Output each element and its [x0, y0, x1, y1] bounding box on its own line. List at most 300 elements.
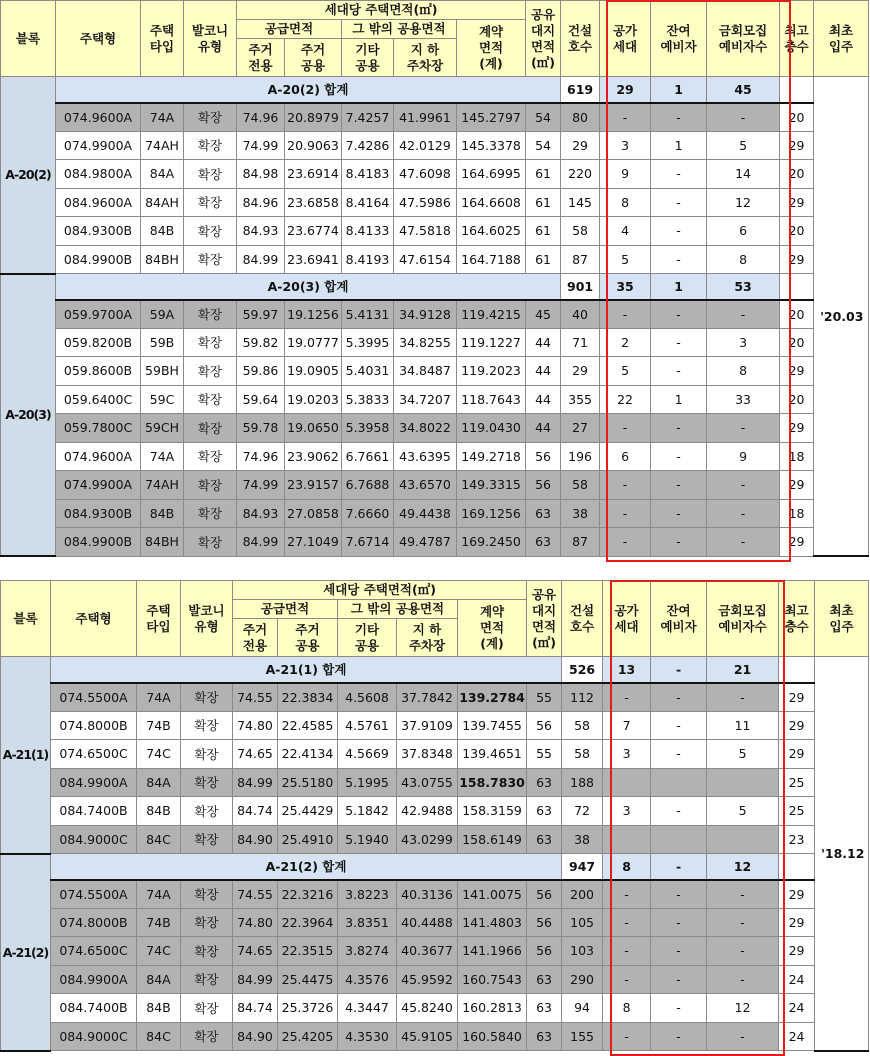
recruit-count: 8	[707, 357, 780, 386]
header-housing-subtype: 주택 타입	[141, 1, 184, 77]
max-floor: 29	[779, 908, 815, 937]
remaining-count: -	[651, 1022, 707, 1051]
exclusive-area: 84.99	[233, 768, 278, 797]
header-vacant: 공가 세대	[600, 1, 651, 77]
summary-units: 526	[562, 657, 603, 683]
exclusive-area: 74.96	[237, 103, 285, 132]
housing-code: 084.9300B	[56, 217, 141, 246]
vacant-count: -	[603, 880, 651, 909]
max-floor: 20	[780, 160, 814, 189]
exclusive-area: 84.93	[237, 499, 285, 528]
remaining-count: -	[651, 528, 707, 557]
parking-area: 42.0129	[394, 131, 457, 160]
vacant-count: -	[600, 414, 651, 443]
max-floor: 20	[780, 217, 814, 246]
land-area: 56	[527, 908, 562, 937]
balcony-type: 확장	[184, 245, 237, 274]
housing-code: 074.5500A	[51, 880, 137, 909]
table-row	[1, 160, 869, 189]
contract-area: 145.3378	[457, 131, 526, 160]
max-floor: 29	[779, 880, 815, 909]
contract-area: 158.3159	[458, 797, 527, 826]
exclusive-area: 84.98	[237, 160, 285, 189]
header-units: 건설 호수	[561, 1, 600, 77]
housing-code: 074.8000B	[51, 908, 137, 937]
exclusive-area: 84.99	[237, 245, 285, 274]
housing-code: 059.7800C	[56, 414, 141, 443]
etc-common-area: 8.4183	[342, 160, 394, 189]
land-area: 63	[526, 528, 561, 557]
table-row	[1, 245, 869, 274]
housing-code: 084.9800A	[56, 160, 141, 189]
summary-remaining: 1	[651, 77, 707, 103]
housing-type: 74AH	[141, 131, 184, 160]
housing-code: 074.6500C	[51, 740, 137, 769]
header-etc: 기타 공용	[338, 619, 397, 657]
housing-type: 74C	[137, 740, 181, 769]
parking-area: 37.8348	[397, 740, 458, 769]
recruit-count: 12	[707, 994, 779, 1023]
remaining-count: -	[651, 994, 707, 1023]
balcony-type: 확장	[181, 683, 233, 712]
table-row	[1, 937, 869, 966]
block-summary-row	[1, 77, 869, 103]
block-summary-label: A-21(1) 합계	[51, 657, 562, 683]
vacant-count: -	[600, 471, 651, 500]
remaining-count: -	[651, 442, 707, 471]
parking-area: 42.9488	[397, 797, 458, 826]
common-area: 19.0777	[285, 328, 342, 357]
parking-area: 41.9961	[394, 103, 457, 132]
etc-common-area: 4.3447	[338, 994, 397, 1023]
etc-common-area: 7.4257	[342, 103, 394, 132]
exclusive-area: 84.90	[233, 825, 278, 854]
recruit-count: 14	[707, 160, 780, 189]
contract-area: 141.4803	[458, 908, 527, 937]
remaining-count: -	[651, 357, 707, 386]
block-label: A-20(3)	[1, 274, 56, 557]
recruit-count: 5	[707, 131, 780, 160]
vacant-count: -	[603, 965, 651, 994]
common-area: 22.4585	[278, 711, 338, 740]
parking-area: 40.3136	[397, 880, 458, 909]
remaining-count: -	[651, 414, 707, 443]
table-row	[1, 797, 869, 826]
common-area: 23.6858	[285, 188, 342, 217]
land-area: 44	[526, 414, 561, 443]
land-area: 63	[527, 1022, 562, 1051]
vacant-count: 8	[603, 994, 651, 1023]
summary-remaining: 1	[651, 274, 707, 300]
table-1-header	[1, 1, 869, 77]
header-max-floor: 최고 층수	[780, 1, 814, 77]
land-area: 56	[526, 471, 561, 500]
housing-type: 74B	[137, 711, 181, 740]
unit-count: 58	[561, 217, 600, 246]
vacant-count: 2	[600, 328, 651, 357]
table-row	[1, 908, 869, 937]
remaining-count: -	[651, 217, 707, 246]
unit-count: 72	[562, 797, 603, 826]
header-first-intake: 최초 입주	[814, 1, 869, 77]
land-area: 61	[526, 188, 561, 217]
contract-area: 141.1966	[458, 937, 527, 966]
land-area: 54	[526, 131, 561, 160]
parking-area: 43.6570	[394, 471, 457, 500]
exclusive-area: 84.90	[233, 1022, 278, 1051]
first-intake-date: '18.12	[815, 657, 869, 1051]
header-area-group: 세대당 주택면적(㎡)	[237, 1, 526, 20]
header-balcony: 발코니 유형	[181, 581, 233, 657]
header-parking: 지 하 주차장	[397, 619, 458, 657]
etc-common-area: 7.4286	[342, 131, 394, 160]
remaining-count: 1	[651, 131, 707, 160]
summary-units: 901	[561, 274, 600, 300]
land-area: 63	[526, 499, 561, 528]
max-floor: 24	[779, 965, 815, 994]
housing-code: 059.8200B	[56, 328, 141, 357]
table-row	[1, 442, 869, 471]
balcony-type: 확장	[184, 131, 237, 160]
exclusive-area: 84.74	[233, 994, 278, 1023]
unit-count: 38	[562, 825, 603, 854]
housing-type: 84BH	[141, 528, 184, 557]
housing-code: 084.9600A	[56, 188, 141, 217]
housing-code: 084.9000C	[51, 1022, 137, 1051]
housing-code: 074.9900A	[56, 131, 141, 160]
unit-count: 105	[562, 908, 603, 937]
housing-type: 74B	[137, 908, 181, 937]
summary-vacant: 13	[603, 657, 651, 683]
max-floor: 24	[779, 994, 815, 1023]
table-row	[1, 528, 869, 557]
remaining-count: -	[651, 880, 707, 909]
housing-code: 059.6400C	[56, 385, 141, 414]
table-1-body	[1, 77, 869, 557]
balcony-type: 확장	[181, 1022, 233, 1051]
max-floor: 29	[779, 937, 815, 966]
land-area: 63	[527, 965, 562, 994]
header-max-floor: 최고 층수	[779, 581, 815, 657]
unit-count: 87	[561, 528, 600, 557]
common-area: 19.0203	[285, 385, 342, 414]
recruit-count: 8	[707, 245, 780, 274]
contract-area: 139.2784	[458, 683, 527, 712]
etc-common-area: 8.4164	[342, 188, 394, 217]
header-remaining: 잔여 예비자	[651, 1, 707, 77]
header-housing-type: 주택형	[51, 581, 137, 657]
common-area: 22.3216	[278, 880, 338, 909]
land-area: 55	[527, 740, 562, 769]
housing-code: 074.6500C	[51, 937, 137, 966]
etc-common-area: 3.8223	[338, 880, 397, 909]
balcony-type: 확장	[184, 385, 237, 414]
housing-type: 74A	[141, 103, 184, 132]
summary-remaining: -	[651, 657, 707, 683]
etc-common-area: 6.7688	[342, 471, 394, 500]
balcony-type: 확장	[184, 471, 237, 500]
vacant-count: -	[603, 683, 651, 712]
housing-type: 84BH	[141, 245, 184, 274]
summary-recruit: 45	[707, 77, 780, 103]
table-row	[1, 357, 869, 386]
remaining-count: -	[651, 328, 707, 357]
etc-common-area: 3.8274	[338, 937, 397, 966]
unit-count: 220	[561, 160, 600, 189]
land-area: 44	[526, 357, 561, 386]
vacant-count: -	[600, 499, 651, 528]
exclusive-area: 74.55	[233, 880, 278, 909]
remaining-count: -	[651, 471, 707, 500]
common-area: 23.9157	[285, 471, 342, 500]
max-floor: 29	[780, 471, 814, 500]
housing-type: 74A	[137, 683, 181, 712]
max-floor: 20	[780, 103, 814, 132]
vacant-count: -	[603, 908, 651, 937]
header-common: 주거 공용	[278, 619, 338, 657]
vacant-count	[603, 768, 651, 797]
header-contract-area: 계약 면적 (계)	[458, 600, 527, 657]
contract-area: 141.0075	[458, 880, 527, 909]
block-summary-label: A-21(2) 합계	[51, 854, 562, 880]
exclusive-area: 74.55	[233, 683, 278, 712]
remaining-count	[651, 825, 707, 854]
land-area: 56	[527, 880, 562, 909]
remaining-count: -	[651, 711, 707, 740]
remaining-count: -	[651, 300, 707, 329]
unit-count: 38	[561, 499, 600, 528]
exclusive-area: 74.96	[237, 442, 285, 471]
balcony-type: 확장	[181, 825, 233, 854]
housing-code: 074.9600A	[56, 103, 141, 132]
recruit-count: 9	[707, 442, 780, 471]
unit-count: 71	[561, 328, 600, 357]
housing-table-2	[0, 580, 870, 1052]
land-area: 63	[527, 825, 562, 854]
recruit-count: -	[707, 414, 780, 443]
housing-type: 84B	[141, 217, 184, 246]
header-first-intake: 최초 입주	[815, 581, 869, 657]
table-row	[1, 300, 869, 329]
block-label: A-20(2)	[1, 77, 56, 274]
recruit-count: 5	[707, 797, 779, 826]
parking-area: 47.6154	[394, 245, 457, 274]
header-exclusive: 주거 전용	[237, 39, 285, 77]
exclusive-area: 59.86	[237, 357, 285, 386]
first-intake-date: '20.03	[814, 77, 869, 557]
vacant-count: 5	[600, 357, 651, 386]
exclusive-area: 84.99	[233, 965, 278, 994]
block-summary-row	[1, 274, 869, 300]
recruit-count: -	[707, 937, 779, 966]
contract-area: 164.6995	[457, 160, 526, 189]
common-area: 22.3515	[278, 937, 338, 966]
exclusive-area: 74.65	[233, 937, 278, 966]
unit-count: 27	[561, 414, 600, 443]
exclusive-area: 74.80	[233, 908, 278, 937]
max-floor: 29	[780, 357, 814, 386]
header-other-common: 그 밖의 공용면적	[342, 20, 457, 39]
unit-count: 58	[562, 740, 603, 769]
etc-common-area: 4.3576	[338, 965, 397, 994]
contract-area: 149.2718	[457, 442, 526, 471]
summary-floor-empty	[780, 77, 814, 103]
contract-area: 149.3315	[457, 471, 526, 500]
common-area: 25.5180	[278, 768, 338, 797]
contract-area: 169.1256	[457, 499, 526, 528]
parking-area: 34.8255	[394, 328, 457, 357]
recruit-count: 5	[707, 740, 779, 769]
balcony-type: 확장	[184, 528, 237, 557]
remaining-count: 1	[651, 385, 707, 414]
common-area: 25.4910	[278, 825, 338, 854]
balcony-type: 확장	[181, 880, 233, 909]
parking-area: 34.7207	[394, 385, 457, 414]
header-block: 블록	[1, 581, 51, 657]
vacant-count: -	[600, 103, 651, 132]
recruit-count: -	[707, 471, 780, 500]
remaining-count: -	[651, 499, 707, 528]
parking-area: 43.6395	[394, 442, 457, 471]
remaining-count: -	[651, 188, 707, 217]
exclusive-area: 59.82	[237, 328, 285, 357]
recruit-count	[707, 825, 779, 854]
balcony-type: 확장	[181, 711, 233, 740]
parking-area: 49.4438	[394, 499, 457, 528]
contract-area: 145.2797	[457, 103, 526, 132]
summary-recruit: 21	[707, 657, 779, 683]
etc-common-area: 8.4133	[342, 217, 394, 246]
table-row	[1, 683, 869, 712]
balcony-type: 확장	[184, 103, 237, 132]
unit-count: 103	[562, 937, 603, 966]
remaining-count: -	[651, 937, 707, 966]
land-area: 56	[527, 937, 562, 966]
balcony-type: 확장	[184, 442, 237, 471]
housing-code: 059.9700A	[56, 300, 141, 329]
parking-area: 43.0299	[397, 825, 458, 854]
remaining-count: -	[651, 965, 707, 994]
remaining-count: -	[651, 740, 707, 769]
land-area: 44	[526, 385, 561, 414]
contract-area: 139.4651	[458, 740, 527, 769]
table-row	[1, 994, 869, 1023]
common-area: 22.3964	[278, 908, 338, 937]
recruit-count: -	[707, 965, 779, 994]
housing-type: 59CH	[141, 414, 184, 443]
housing-type: 84B	[141, 499, 184, 528]
max-floor: 18	[780, 442, 814, 471]
land-area: 54	[526, 103, 561, 132]
remaining-count: -	[651, 797, 707, 826]
header-land-area: 공유 대지 면적 (㎡)	[527, 581, 562, 657]
max-floor: 20	[780, 328, 814, 357]
summary-units: 619	[561, 77, 600, 103]
max-floor: 24	[779, 1022, 815, 1051]
recruit-count: 6	[707, 217, 780, 246]
vacant-count: 22	[600, 385, 651, 414]
header-housing-subtype: 주택 타입	[137, 581, 181, 657]
common-area: 25.4205	[278, 1022, 338, 1051]
unit-count: 145	[561, 188, 600, 217]
recruit-count: 11	[707, 711, 779, 740]
balcony-type: 확장	[184, 328, 237, 357]
parking-area: 43.0755	[397, 768, 458, 797]
unit-count: 58	[561, 471, 600, 500]
housing-type: 74A	[137, 880, 181, 909]
summary-floor-empty	[780, 274, 814, 300]
unit-count: 155	[562, 1022, 603, 1051]
recruit-count: 3	[707, 328, 780, 357]
header-common: 주거 공용	[285, 39, 342, 77]
max-floor: 29	[780, 131, 814, 160]
header-vacant: 공가 세대	[603, 581, 651, 657]
header-other-common: 그 밖의 공용면적	[338, 600, 458, 619]
table-row	[1, 217, 869, 246]
land-area: 63	[527, 797, 562, 826]
balcony-type: 확장	[181, 908, 233, 937]
etc-common-area: 5.3995	[342, 328, 394, 357]
balcony-type: 확장	[184, 499, 237, 528]
header-etc: 기타 공용	[342, 39, 394, 77]
header-remaining: 잔여 예비자	[651, 581, 707, 657]
recruit-count: -	[707, 880, 779, 909]
housing-type: 74A	[141, 442, 184, 471]
header-recruit: 금회모집 예비자수	[707, 1, 780, 77]
land-area: 45	[526, 300, 561, 329]
table-row	[1, 499, 869, 528]
balcony-type: 확장	[184, 188, 237, 217]
header-area-group: 세대당 주택면적(㎡)	[233, 581, 527, 600]
table-row	[1, 965, 869, 994]
vacant-count: 9	[600, 160, 651, 189]
remaining-count: -	[651, 683, 707, 712]
land-area: 55	[527, 683, 562, 712]
housing-code: 084.9900B	[56, 245, 141, 274]
table-row	[1, 880, 869, 909]
common-area: 19.1256	[285, 300, 342, 329]
unit-count: 58	[562, 711, 603, 740]
housing-type: 84A	[137, 965, 181, 994]
contract-area: 119.2023	[457, 357, 526, 386]
table-row	[1, 711, 869, 740]
table-2	[0, 580, 869, 1052]
balcony-type: 확장	[181, 965, 233, 994]
housing-type: 84C	[137, 825, 181, 854]
block-summary-label: A-20(2) 합계	[56, 77, 561, 103]
vacant-count: -	[603, 1022, 651, 1051]
unit-count: 188	[562, 768, 603, 797]
table-row	[1, 188, 869, 217]
etc-common-area: 8.4193	[342, 245, 394, 274]
contract-area: 139.7455	[458, 711, 527, 740]
exclusive-area: 74.65	[233, 740, 278, 769]
common-area: 19.0650	[285, 414, 342, 443]
vacant-count: 6	[600, 442, 651, 471]
etc-common-area: 4.5669	[338, 740, 397, 769]
common-area: 23.6941	[285, 245, 342, 274]
remaining-count: -	[651, 160, 707, 189]
housing-code: 074.5500A	[51, 683, 137, 712]
block-label: A-21(2)	[1, 854, 51, 1051]
block-summary-row	[1, 854, 869, 880]
max-floor: 29	[779, 711, 815, 740]
land-area: 63	[527, 768, 562, 797]
etc-common-area: 5.3958	[342, 414, 394, 443]
exclusive-area: 74.80	[233, 711, 278, 740]
recruit-count: -	[707, 683, 779, 712]
unit-count: 196	[561, 442, 600, 471]
